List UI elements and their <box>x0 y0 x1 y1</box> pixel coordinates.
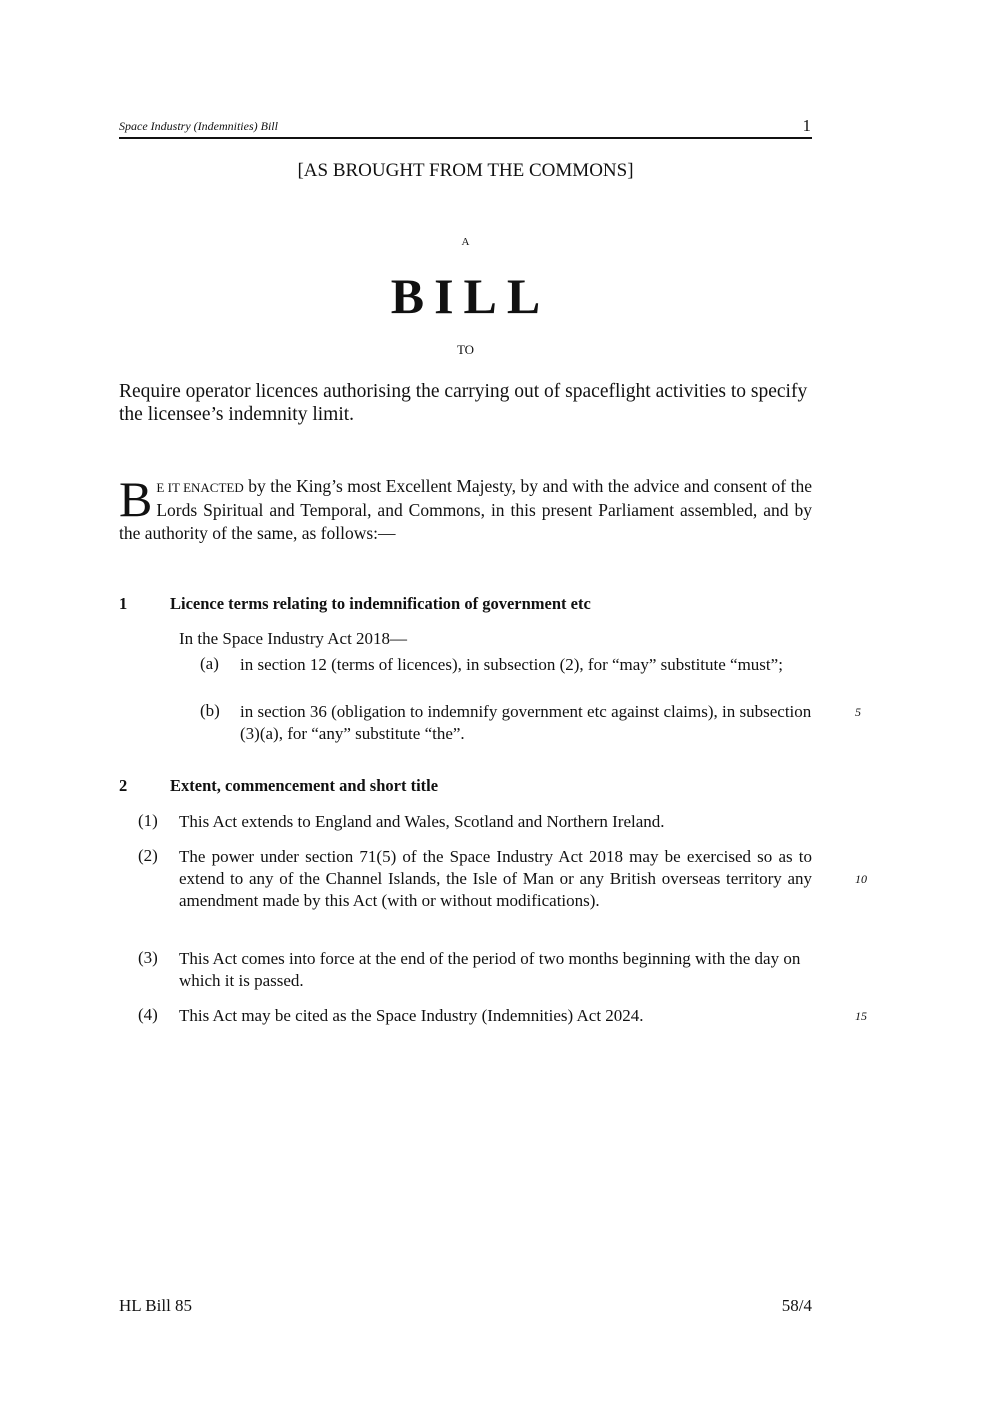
line-number-10: 10 <box>855 872 867 886</box>
subsection-4-label: (4) <box>138 1005 158 1024</box>
section-1-heading: Licence terms relating to indemnification of government etc <box>170 594 591 613</box>
line-number-15: 15 <box>855 1009 867 1023</box>
para-a-label: (a) <box>200 654 219 673</box>
subsection-4-text: This Act may be cited as the Space Industry (Indemnities) Act 2024. <box>179 1006 644 1025</box>
section-1-number: 1 <box>119 594 128 613</box>
section-2-heading: Extent, commencement and short title <box>170 776 439 795</box>
para-b-label: (b) <box>200 701 220 720</box>
line-number-5: 5 <box>855 705 861 719</box>
subsection-2-text: The power under section 71(5) of the Space Industry Act 2018 may be exercised so as to extend to any of the Channel Islands, the Isle of Man or any British overseas territory any amendment made by this Act (with or without modifications). <box>179 847 812 910</box>
drop-cap: B <box>119 471 153 527</box>
subsection-3-label: (3) <box>138 948 158 967</box>
running-title: Space Industry (Indemnities) Bill <box>119 119 278 133</box>
section-2-number: 2 <box>119 776 128 795</box>
bill-heading: BILL <box>390 268 551 324</box>
page-number: 1 <box>802 116 811 135</box>
enacting-text: by the King’s most Excellent Majesty, by and with the advice and consent of the Lords Spiritual and Temporal, and Commons, in this present Parliament assembled, and by the authority of the same, as follows:— <box>119 476 812 543</box>
para-b-text: in section 36 (obligation to indemnify government etc against claims), in subsection (3)(a), for “any” substitute “the”. <box>240 702 812 743</box>
section-1-intro: In the Space Industry Act 2018— <box>179 629 408 648</box>
article-a: A <box>461 236 470 248</box>
subsection-2-label: (2) <box>138 846 158 865</box>
header-rule <box>119 137 812 139</box>
subsection-3-text: This Act comes into force at the end of the period of two months beginning with the day on which it is passed. <box>179 949 801 990</box>
word-to: TO <box>456 342 475 357</box>
footer-session-ref: 58/4 <box>781 1296 812 1315</box>
enacting-smallcaps: E IT ENACTED <box>156 480 244 495</box>
subsection-1-text: This Act extends to England and Wales, Scotland and Northern Ireland. <box>179 812 665 831</box>
para-a-text: in section 12 (terms of licences), in subsection (2), for “may” substitute “must”; <box>240 655 783 674</box>
subsection-1-label: (1) <box>138 811 158 830</box>
enacting-formula <box>119 471 812 545</box>
long-title: Require operator licences authorising the carrying out of spaceflight activities to specify the licensee’s indemnity limit. <box>119 381 808 425</box>
bill-status: [AS BROUGHT FROM THE COMMONS] <box>297 160 634 181</box>
footer-bill-ref: HL Bill 85 <box>119 1296 193 1315</box>
